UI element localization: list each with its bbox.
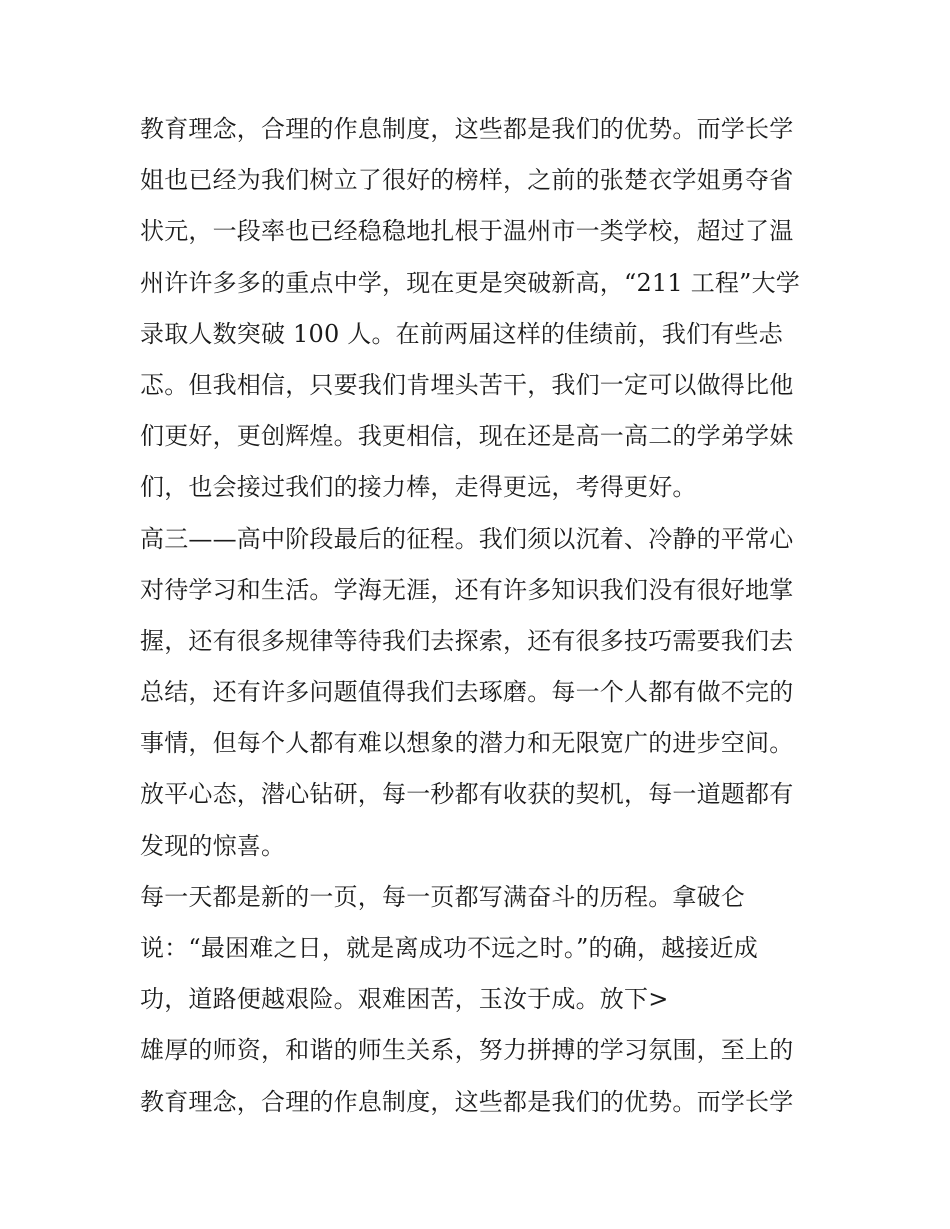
text-line-9: 高三——高中阶段最后的征程。我们须以沉着、冷静的平常心 (140, 524, 794, 553)
text-line-1: 教育理念，合理的作息制度，这些都是我们的优势。而学长学 (140, 115, 794, 143)
text-line-6: 忑。但我相信，只要我们肯埋头苦干，我们一定可以做得比他 (140, 370, 794, 399)
text-line-13: 事情，但每个人都有难以想象的潜力和无限宽广的进步空间。 (140, 729, 794, 758)
text-line-12: 总结，还有许多问题值得我们去琢磨。每一个人都有做不完的 (140, 678, 794, 707)
text-line-10: 对待学习和生活。学海无涯，还有许多知识我们没有很好地掌 (140, 575, 794, 604)
text-line-17: 说：“最困难之日，就是离成功不远之时。”的确，越接近成 (140, 934, 758, 962)
text-line-18: 功，道路便越艰险。艰难困苦，玉汝于成。放下> (140, 985, 669, 1014)
text-line-7: 们更好，更创辉煌。我更相信，现在还是高一高二的学弟学妹 (140, 422, 794, 451)
text-line-2: 姐也已经为我们树立了很好的榜样，之前的张楚衣学姐勇夺省 (140, 166, 794, 195)
text-line-5: 录取人数突破 100 人。在前两届这样的佳绩前，我们有些忐 (140, 319, 783, 348)
text-line-3: 状元，一段率也已经稳稳地扎根于温州市一类学校，超过了温 (140, 217, 794, 246)
text-line-19: 雄厚的师资，和谐的师生关系，努力拼搏的学习氛围，至上的 (140, 1036, 794, 1065)
text-line-20: 教育理念，合理的作息制度，这些都是我们的优势。而学长学 (140, 1087, 794, 1116)
document-body (140, 104, 820, 1128)
text-line-16: 每一天都是新的一页，每一页都写满奋斗的历程。拿破仑 (140, 882, 745, 911)
text-line-4: 州许许多多的重点中学，现在更是突破新高，“211 工程”大学 (140, 268, 800, 297)
text-line-8: 们，也会接过我们的接力棒，走得更远，考得更好。 (140, 473, 697, 502)
text-line-14: 放平心态，潜心钻研，每一秒都有收获的契机，每一道题都有 (140, 780, 794, 809)
text-line-15: 发现的惊喜。 (140, 831, 286, 860)
text-line-11: 握，还有很多规律等待我们去探索，还有很多技巧需要我们去 (140, 626, 794, 655)
